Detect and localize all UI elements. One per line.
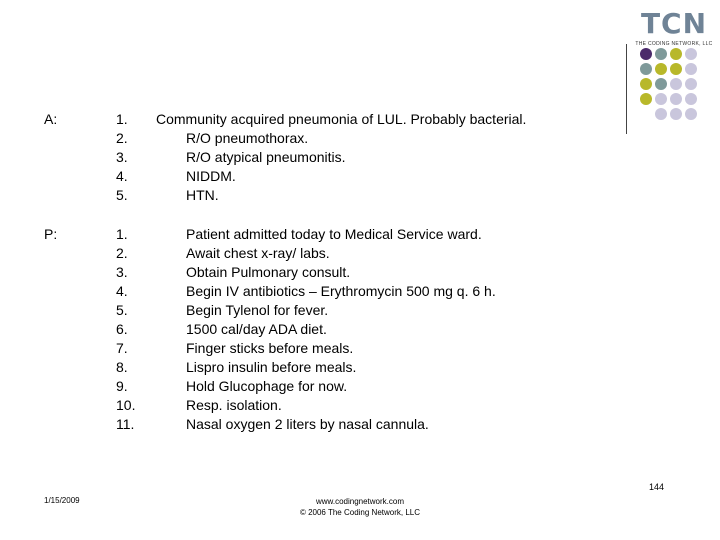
- item-text: Obtain Pulmonary consult.: [186, 264, 351, 280]
- page-number: 144: [648, 482, 664, 492]
- dot: [685, 93, 697, 105]
- item-number: 1.: [116, 111, 128, 127]
- dot: [685, 78, 697, 90]
- item-text: Nasal oxygen 2 liters by nasal cannula.: [186, 416, 429, 432]
- dot: [685, 108, 697, 120]
- item-number: 10.: [116, 397, 136, 413]
- dot: [640, 78, 652, 90]
- item-number: 1.: [116, 226, 128, 242]
- item-text: Await chest x-ray/ labs.: [186, 245, 330, 261]
- item-text: Finger sticks before meals.: [186, 340, 354, 356]
- dot: [670, 63, 682, 75]
- dot: [685, 63, 697, 75]
- item-text: NIDDM.: [186, 168, 236, 184]
- item-text: Begin IV antibiotics – Erythromycin 500 mg q. 6 h.: [186, 283, 496, 299]
- logo-subtitle: THE CODING NETWORK, LLC: [635, 41, 713, 47]
- item-text: Begin Tylenol for fever.: [186, 302, 329, 318]
- company-logo: [634, 8, 714, 48]
- item-text: R/O pneumothorax.: [186, 130, 309, 146]
- dot: [655, 48, 667, 60]
- dot: [670, 93, 682, 105]
- footer-copyright: © 2006 The Coding Network, LLC: [299, 508, 421, 517]
- dot: [655, 78, 667, 90]
- assessment-label: A:: [44, 111, 58, 127]
- item-number: 6.: [116, 321, 128, 337]
- dot: [655, 108, 667, 120]
- dot: [640, 93, 652, 105]
- footer-website: www.codingnetwork.com: [315, 497, 405, 506]
- dot: [670, 78, 682, 90]
- plan-label: P:: [44, 226, 58, 242]
- footer-date: 1/15/2009: [44, 496, 80, 505]
- dot: [640, 63, 652, 75]
- logo-title: TCN: [640, 7, 708, 40]
- decorative-divider: [626, 44, 627, 134]
- item-number: 8.: [116, 359, 128, 375]
- item-text: Lispro insulin before meals.: [186, 359, 357, 375]
- item-text: HTN.: [186, 187, 219, 203]
- item-text: Hold Glucophage for now.: [186, 378, 348, 394]
- item-text: Resp. isolation.: [186, 397, 282, 413]
- item-number: 2.: [116, 130, 128, 146]
- item-number: 11.: [116, 416, 135, 432]
- item-number: 4.: [116, 283, 128, 299]
- item-number: 2.: [116, 245, 128, 261]
- footer-credits: [230, 496, 490, 518]
- item-text: R/O atypical pneumonitis.: [186, 149, 346, 165]
- dot: [670, 108, 682, 120]
- item-text: Community acquired pneumonia of LUL. Probably bacterial.: [156, 111, 527, 127]
- item-number: 4.: [116, 168, 128, 184]
- dot: [655, 63, 667, 75]
- dot: [655, 93, 667, 105]
- dot: [670, 48, 682, 60]
- item-number: 5.: [116, 302, 128, 318]
- item-text: Patient admitted today to Medical Service ward.: [186, 226, 482, 242]
- dot: [640, 48, 652, 60]
- dot: [685, 48, 697, 60]
- item-number: 7.: [116, 340, 128, 356]
- item-number: 3.: [116, 149, 128, 165]
- item-number: 3.: [116, 264, 128, 280]
- item-text: 1500 cal/day ADA diet.: [186, 321, 327, 337]
- item-number: 5.: [116, 187, 128, 203]
- item-number: 9.: [116, 378, 128, 394]
